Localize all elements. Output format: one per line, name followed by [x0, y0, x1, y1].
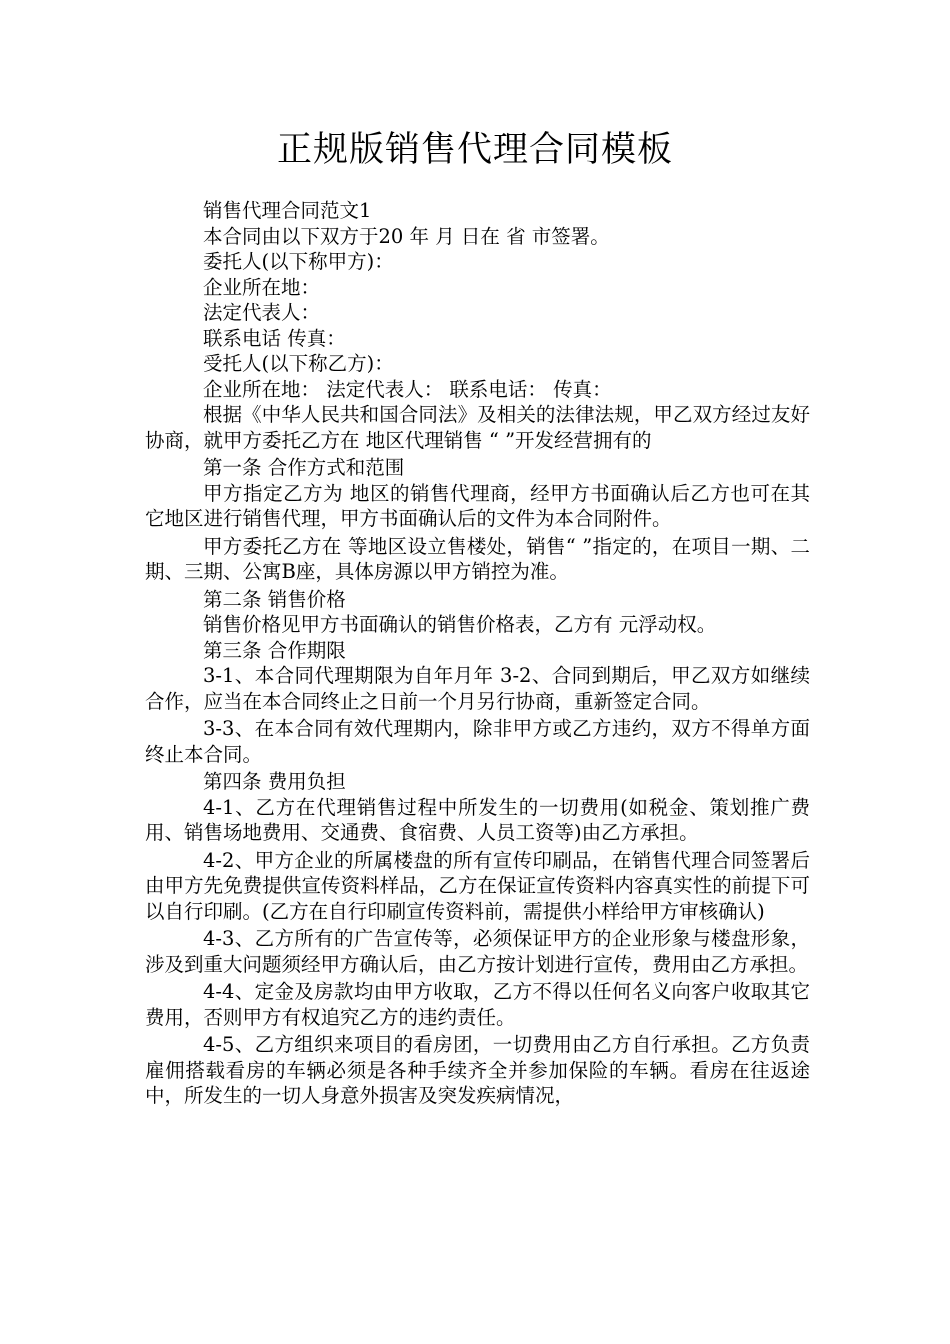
paragraph-4: 企业所在地： [203, 275, 321, 299]
paragraph-23: 4-5、乙方组织来项目的看房团，一切费用由乙方自行承担。乙方负责雇佣搭载看房的车辆必须是各种手续齐全并参加保险的车辆。看房在往返途中，所发生的一切人身意外损害及突发疾病情况， [145, 1033, 810, 1107]
paragraph-16: 3-1、本合同代理期限为自年月年 3-2、合同到期后，甲乙双方如继续合作，应当在本合同终止之日前一个月另行协商，重新签定合同。 [145, 664, 810, 713]
paragraph-11: 甲方指定乙方为 地区的销售代理商，经甲方书面确认后乙方也可在其它地区进行销售代理，甲方书面确认后的文件为本合同附件。 [145, 481, 810, 530]
paragraph-9: 根据《中华人民共和国合同法》及相关的法律法规，甲乙双方经过友好协商，就甲方委托乙方在 地区代理销售 “ ”开发经营拥有的 [145, 403, 810, 452]
article-2-heading: 第二条 销售价格 [203, 587, 346, 611]
article-4-heading: 第四条 费用负担 [203, 770, 346, 793]
paragraph-19: 4-1、乙方在代理销售过程中所发生的一切费用(如税金、策划推广费用、销售场地费用、交通费、食宿费、人员工资等)由乙方承担。 [145, 795, 810, 844]
paragraph-1: 销售代理合同范文1 [203, 199, 372, 222]
article-1-heading: 第一条 合作方式和范围 [203, 456, 405, 479]
paragraph-22: 4-4、定金及房款均由甲方收取，乙方不得以任何名义向客户收取其它费用，否则甲方有权追究乙方的违约责任。 [145, 980, 810, 1029]
paragraph-8: 企业所在地： 法定代表人： 联系电话： 传真： [203, 377, 612, 401]
document-title: 正规版销售代理合同模板 [276, 130, 673, 170]
paragraph-20: 4-2、甲方企业的所属楼盘的所有宣传印刷品，在销售代理合同签署后由甲方先免费提供宣传资料样品，乙方在保证宣传资料内容真实性的前提下可以自行印刷。(乙方在自行印刷宣传资料前，需提供小样给甲方审核确认) [145, 848, 810, 923]
paragraph-14: 销售价格见甲方书面确认的销售价格表，乙方有 元浮动权。 [203, 613, 717, 636]
paragraph-12: 甲方委托乙方在 等地区设立售楼处，销售“ ”指定的，在项目一期、二期、三期、公寓B座，具体房源以甲方销控为准。 [145, 534, 810, 583]
paragraph-2: 本合同由以下双方于20 年 月 日在 省 市签署。 [203, 224, 610, 248]
article-3-heading: 第三条 合作期限 [203, 638, 346, 662]
document-body [145, 198, 810, 1111]
paragraph-17: 3-3、在本合同有效代理期内，除非甲方或乙方违约，双方不得单方面终止本合同。 [145, 717, 810, 766]
paragraph-6: 联系电话 传真： [203, 326, 346, 350]
paragraph-7: 受托人(以下称乙方)： [203, 352, 394, 375]
paragraph-5: 法定代表人： [203, 301, 321, 324]
paragraph-21: 4-3、乙方所有的广告宣传等，必须保证甲方的企业形象与楼盘形象，涉及到重大问题须经甲方确认后，由乙方按计划进行宣传，费用由乙方承担。 [145, 927, 810, 976]
paragraph-3: 委托人(以下称甲方)： [203, 250, 394, 273]
